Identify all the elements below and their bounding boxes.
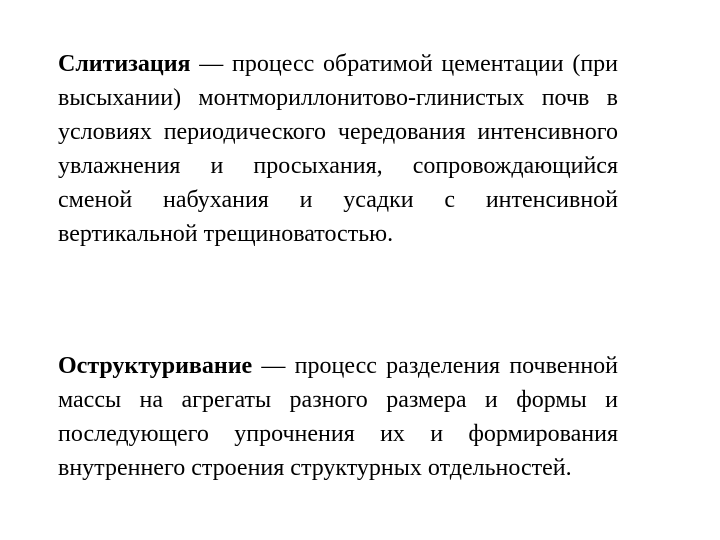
definition-slitization (58, 47, 618, 251)
definition-text-structuring: — процесс разделения почвенной массы на агрегаты разного размера и формы и последующего упрочнения их и формирования внутреннего строения структурных отдельностей. (58, 353, 618, 481)
term-slitization: Слитизация (58, 51, 191, 77)
definition-text-slitization: — процесс обратимой цементации (при высыхании) монтмориллонитово-глинистых почв в условиях периодического чередования интенсивного увлажнения и просыхания, сопровождающийся сменой набухания и усадки с интенсивной вертикальной трещиноватостью. (58, 51, 618, 247)
term-structuring: Оструктуривание (58, 353, 253, 379)
definition-structuring (58, 349, 618, 485)
